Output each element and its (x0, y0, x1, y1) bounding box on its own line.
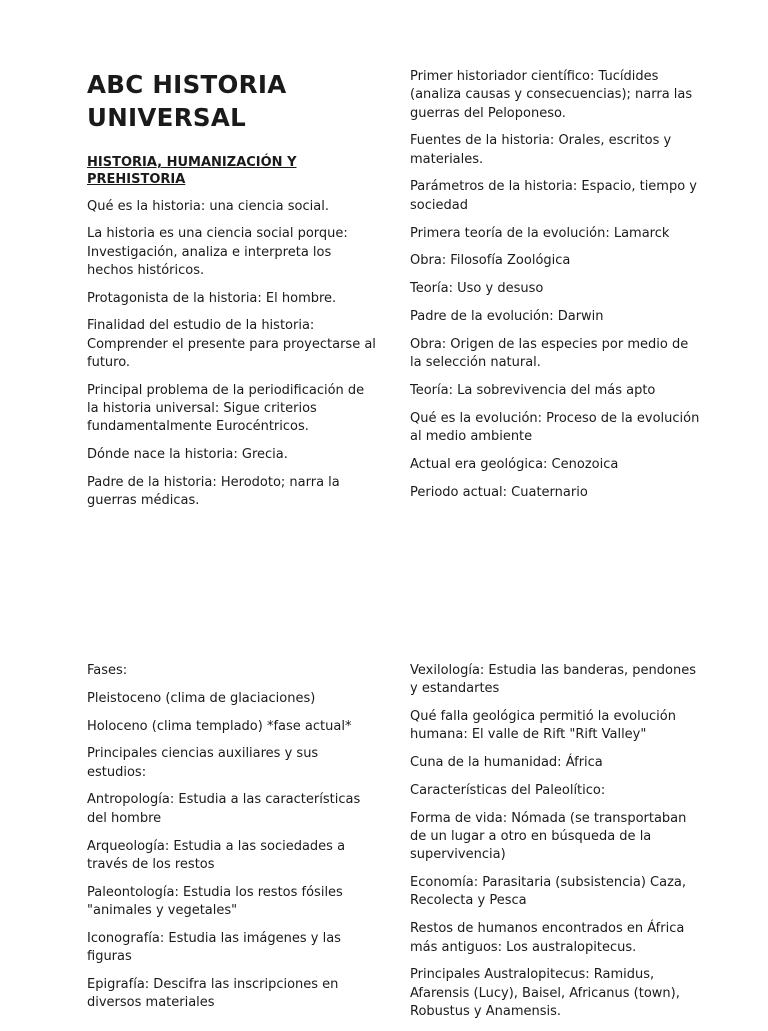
paragraph: Características del Paleolítico: (410, 782, 606, 798)
paragraph: Fases: (87, 663, 128, 678)
paragraph: Actual era geológica: Cenozoica (410, 456, 619, 472)
paragraph: Protagonista de la historia: El hombre. (87, 290, 337, 306)
paragraph-list (410, 68, 702, 502)
paragraph: Finalidad del estudio de la historia: Comprender el presente para proyectarse al futuro. (87, 318, 376, 371)
paragraph: Fuentes de la historia: Orales, escritos y materiales. (410, 133, 672, 167)
paragraph: Parámetros de la historia: Espacio, tiempo y sociedad (410, 179, 697, 213)
column-top-right (410, 68, 702, 511)
paragraph: Forma de vida: Nómada (se transportaban de un lugar a otro en búsqueda de la supervivencia) (410, 810, 687, 863)
paragraph: Obra: Filosofía Zoológica (410, 253, 571, 269)
paragraph: Padre de la historia: Herodoto; narra la guerras médicas. (87, 475, 340, 509)
paragraph: Primer historiador científico: Tucídides (analiza causas y consecuencias); narra las guerras del Peloponeso. (410, 69, 693, 121)
paragraph: Qué es la historia: una ciencia social. (87, 198, 329, 214)
paragraph: Teoría: La sobrevivencia del más apto (410, 382, 656, 398)
paragraph: Paleontología: Estudia los restos fósiles "animales y vegetales" (87, 884, 343, 918)
paragraph: Primera teoría de la evolución: Lamarck (410, 225, 670, 241)
paragraph-list (87, 662, 379, 1012)
column-top-left (87, 68, 379, 520)
paragraph: Qué falla geológica permitió la evolución humana: El valle de Rift "Rift Valley" (410, 709, 676, 743)
paragraph: Principal problema de la periodificación de la historia universal: Sigue criterios fundamentalmente Eurocéntricos. (87, 382, 365, 435)
column-bottom-right (410, 662, 702, 1031)
column-bottom-left (87, 662, 379, 1022)
paragraph: Padre de la evolución: Darwin (410, 308, 604, 324)
section-heading: HISTORIA, HUMANIZACIÓN Y PREHISTORIA (87, 155, 297, 187)
paragraph: Vexilología: Estudia las banderas, pendones y estandartes (410, 663, 696, 697)
paragraph: Obra: Origen de las especies por medio de la selección natural. (410, 336, 689, 371)
paragraph: Dónde nace la historia: Grecia. (87, 447, 288, 463)
paragraph: Qué es la evolución: Proceso de la evolución al medio ambiente (410, 410, 700, 444)
paragraph: Principales Australopitecus: Ramidus, Afarensis (Lucy), Baisel, Africanus (town), Robustus y Anamensis. (410, 967, 680, 1019)
paragraph: Teoría: Uso y desuso (410, 281, 544, 297)
paragraph: Antropología: Estudia a las características del hombre (87, 792, 361, 826)
paragraph-list (410, 662, 702, 1021)
document-title: ABC HISTORIA UNIVERSAL (87, 70, 287, 132)
paragraph-list (87, 198, 379, 511)
paragraph: Principales ciencias auxiliares y sus estudios: (87, 746, 319, 780)
paragraph: Holoceno (clima templado) *fase actual* (87, 718, 352, 734)
paragraph: Epigrafía: Descifra las inscripciones en diversos materiales (87, 976, 339, 1011)
paragraph: Pleistoceno (clima de glaciaciones) (87, 690, 316, 706)
paragraph: Periodo actual: Cuaternario (410, 484, 588, 500)
paragraph: Arqueología: Estudia a las sociedades a través de los restos (87, 838, 346, 872)
paragraph: La historia es una ciencia social porque: Investigación, analiza e interpreta los hechos históricos. (87, 226, 348, 278)
paragraph: Cuna de la humanidad: África (410, 755, 603, 771)
paragraph: Iconografía: Estudia las imágenes y las figuras (87, 930, 341, 965)
paragraph: Economía: Parasitaria (subsistencia) Caza, Recolecta y Pesca (410, 875, 687, 909)
paragraph: Restos de humanos encontrados en África más antiguos: Los australopitecus. (410, 921, 685, 955)
